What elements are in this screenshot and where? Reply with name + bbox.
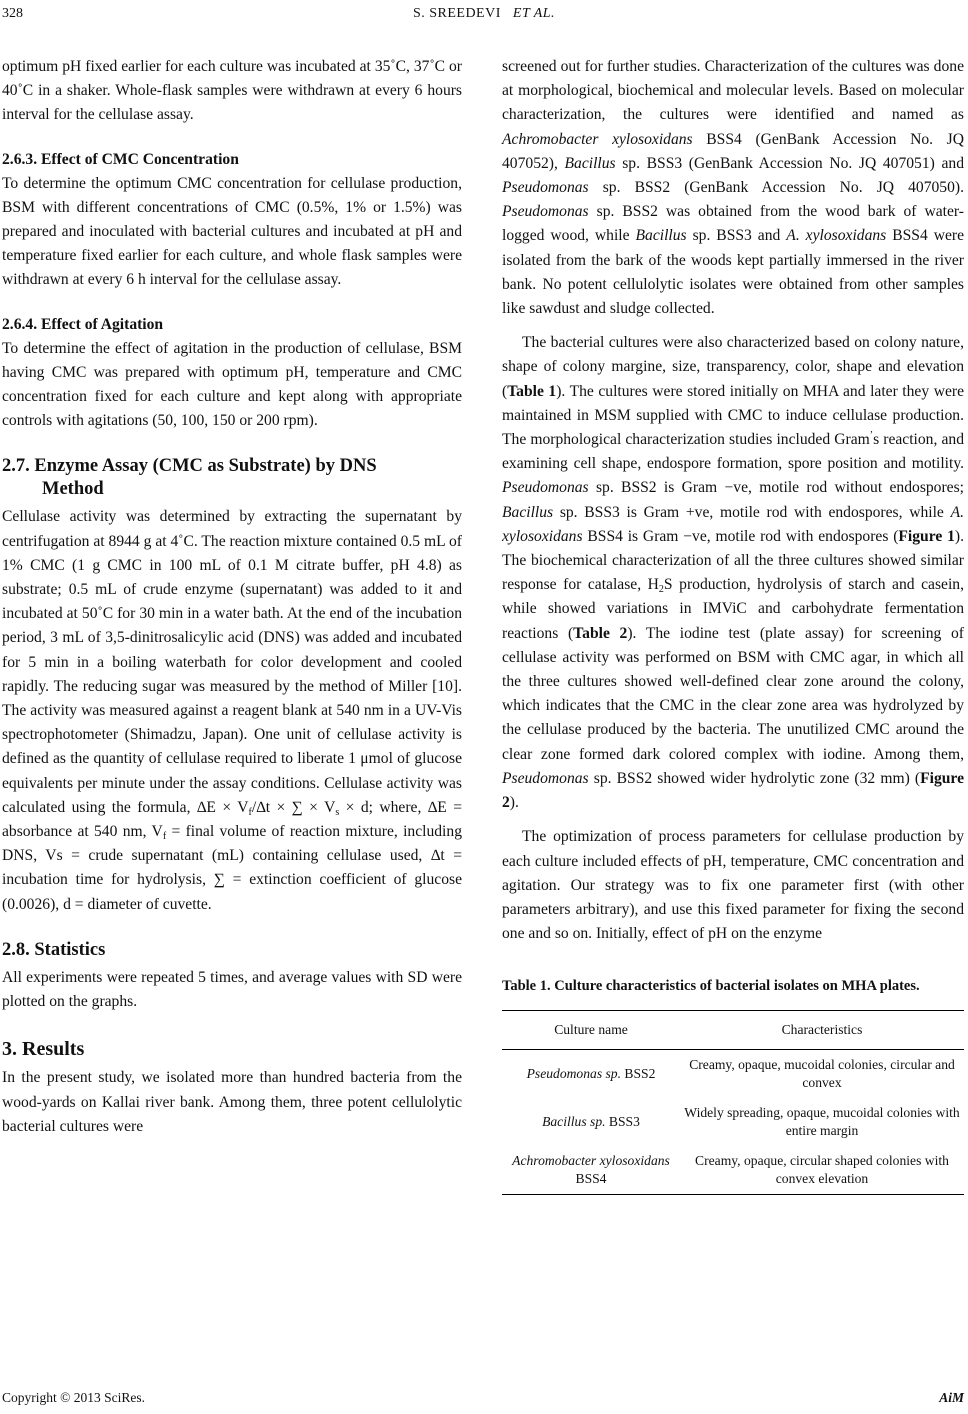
table-1-ref[interactable]: Table 1 xyxy=(507,382,557,400)
text-span: BSS4 were isolated from the bark of the woods kept partially immersed in the river bank. No potent cellulolytic isolates were obtained from other samples like sawdust and sludge collected. xyxy=(502,227,964,318)
assay-text-d: = final volume of reaction mixture, including DNS, Vs = crude supernatant (mL) containing cellulase used, ∆t = incubation time for hydrolysis, ∑ = extinction coefficient of glucose (0.0026), d = diameter of cuvette. xyxy=(2,823,462,913)
text-span: The bacterial cultures were also characterized based on colony nature, shape of colony margine, size, transparency, color, shape and elevation ( xyxy=(502,334,964,400)
text-span: ). xyxy=(509,794,519,812)
strain-id: BSS2 xyxy=(621,1066,656,1082)
text-span: ). The cultures were stored initially on MHA and later they were maintained in MSM supplied with CMC to induce cellulase production. The morphological characterization studies included Gram xyxy=(502,382,964,449)
page-footer xyxy=(0,1390,968,1410)
paragraph-2-6-3: To determine the optimum CMC concentration for cellulase production, BSM with different concentrations of CMC (0.5%, 1% or 1.5%) was prepared and inoculated with bacterial cultures and incubated at pH and temperature fixed earlier for each culture, and whole flask samples were withdrawn at every 6 h interval for the cellulase assay. xyxy=(2,174,462,289)
running-head-etal: ET AL. xyxy=(512,6,556,21)
page-number: 328 xyxy=(2,6,23,21)
culture-table xyxy=(502,1010,964,1195)
table-row xyxy=(502,1146,964,1195)
text-span: sp. BSS2 was obtained from the wood bark of water-logged wood, while xyxy=(502,203,964,245)
characteristics-cell: Widely spreading, opaque, mucoidal colonies with entire margin xyxy=(684,1105,960,1139)
species-name: Pseudomonas xyxy=(502,769,589,787)
subscript-f: f xyxy=(248,806,252,818)
species-name: Pseudomonas xyxy=(502,479,589,497)
species-name: Pseudomonas xyxy=(502,179,589,197)
text-span: s reaction, and examining cell shape, endospore formation, spore position and motility. xyxy=(502,431,964,473)
table-row xyxy=(502,1098,964,1146)
text-span: sp. BSS2 showed wider hydrolytic zone (32 mm) ( xyxy=(588,769,921,787)
text-span: screened out for further studies. Characterization of the cultures was done at morphological, biochemical and molecular levels. Based on molecular characterization, the cultures were identified and named as xyxy=(502,58,964,124)
paragraph-2-7 xyxy=(2,505,462,916)
species-name: Bacillus sp. xyxy=(542,1114,606,1130)
characteristics-cell: Creamy, opaque, mucoidal colonies, circular and convex xyxy=(689,1057,955,1091)
running-head xyxy=(0,6,968,22)
species-name: Achromobacter xylosoxidans xyxy=(502,130,693,148)
text-span: BSS4 is Gram −ve, motile rod with endospores ( xyxy=(582,527,899,545)
heading-2-6-4: 2.6.4. Effect of Agitation xyxy=(2,315,164,333)
culture-name-cell xyxy=(502,1098,680,1146)
superscript-apostrophe: ’ xyxy=(869,429,874,441)
text-span: S production, hydrolysis of starch and casein, while showed variations in IMViC and carbohydrate fermentation reactions ( xyxy=(502,576,964,642)
running-head-authors: S. SREEDEVI xyxy=(412,6,501,21)
column-header-characteristics: Characteristics xyxy=(680,1011,964,1050)
paragraph-2-8: All experiments were repeated 5 times, and average values with SD were plotted on the graphs. xyxy=(2,968,462,1011)
heading-3-results: 3. Results xyxy=(2,1038,85,1061)
paragraph-2-6-4: To determine the effect of agitation in the production of cellulase, BSM having CMC was prepared with optimum pH, temperature and CMC concentration fixed for each culture and kept along with appropriate controls with agitations (50, 100, 150 or 200 rpm). xyxy=(2,339,462,430)
text-span: BSS4 (GenBank Accession No. JQ 407052), xyxy=(502,130,964,172)
paragraph-characterization xyxy=(502,55,964,321)
heading-2-8: 2.8. Statistics xyxy=(2,939,106,960)
species-name: Pseudomonas xyxy=(502,203,589,221)
heading-2-7-line2: Method xyxy=(42,479,104,500)
heading-2-6-3: 2.6.3. Effect of CMC Concentration xyxy=(2,150,239,168)
journal-abbreviation: AiM xyxy=(939,1390,964,1405)
species-name: Pseudomonas sp. xyxy=(526,1066,621,1082)
culture-name-cell xyxy=(502,1146,680,1195)
figure-2-ref[interactable]: Figure 2 xyxy=(502,769,964,812)
text-span: ). The biochemical characterization of all the three cultures showed similar response for catalase, H xyxy=(502,527,964,594)
paragraph-intro: optimum pH fixed earlier for each culture was incubated at 35˚C, 37˚C or 40˚C in a shaker. Whole-flask samples were withdrawn at every 6 hours interval for the cellulase assay. xyxy=(2,58,462,124)
paragraph-results: In the present study, we isolated more than hundred bacteria from the wood-yards on Kallai river bank. Among them, three potent cellulolytic bacterial cultures were xyxy=(2,1069,462,1135)
assay-text-a: Cellulase activity was determined by extracting the supernatant by centrifugation at 8944 g at 4˚C. The reaction mixture contained 0.5 mL of 1% CMC (1 g CMC in 100 mL of 0.1 M citrate buffer, pH 4.8) as substrate; 0.5 mL of crude enzyme (supernatant) was added to it and incubated at 50˚C for 30 min in a water bath. At the end of the incubation period, 3 mL of 3,5-dinitrosalicylic acid (DNS) was added and incubated for 5 min in a boiling waterbath for color development and cooled rapidly. The reducing sugar was measured by the method of Miller [10]. The activity was measured against a reagent blank at 540 nm in a UV-Vis spectrophotometer (Shimadzu, Japan). One unit of cellulase activity is defined as the quantity of cellulase required to liberate 1 μmol of glucose equivalents per minute under the assay conditions. Cellulase activity was calculated using the formula, ∆E × V xyxy=(2,508,462,816)
culture-name-cell xyxy=(502,1050,680,1099)
text-span: sp. BSS2 (GenBank Accession No. JQ 407050). xyxy=(588,179,964,197)
species-name: Bacillus xyxy=(502,503,554,521)
left-column xyxy=(2,55,462,1139)
text-span: sp. BSS3 (GenBank Accession No. JQ 407051) and xyxy=(615,154,964,172)
species-name: Achromobacter xylosoxidans xyxy=(512,1153,670,1169)
text-span: sp. BSS2 is Gram −ve, motile rod without endospores; xyxy=(588,479,964,497)
subscript-s: s xyxy=(335,806,340,818)
heading-2-7 xyxy=(2,455,462,501)
right-column xyxy=(502,55,964,1195)
heading-2-7-line1: 2.7. Enzyme Assay (CMC as Substrate) by DNS xyxy=(2,456,377,477)
strain-id: BSS3 xyxy=(605,1114,640,1130)
text-span: ). The iodine test (plate assay) for screening of cellulase activity was performed on BSM with CMC agar, in which all the three cultures showed well-defined clear zone around the colony, which indicates that the CMC in the clear zone area was hydrolyzed by the cellulase produced by the bacteria. The unutilized CMC around the clear zone formed dark colored complex with iodine. Among them, xyxy=(502,624,964,763)
species-name: Bacillus xyxy=(635,227,687,245)
characteristics-cell: Creamy, opaque, circular shaped colonies with convex elevation xyxy=(680,1146,964,1195)
page-header xyxy=(0,0,968,30)
table-1-caption: Table 1. Culture characteristics of bacterial isolates on MHA plates. xyxy=(502,978,920,995)
figure-1-ref[interactable]: Figure 1 xyxy=(898,527,955,545)
table-2-ref[interactable]: Table 2 xyxy=(573,624,628,642)
table-header-row xyxy=(502,1011,964,1050)
paragraph-morphology xyxy=(502,331,964,815)
copyright-notice: Copyright © 2013 SciRes. xyxy=(2,1390,146,1405)
subscript-f2: f xyxy=(162,831,167,843)
table-row xyxy=(502,1050,964,1099)
species-name: A. xylosoxidans xyxy=(786,227,887,245)
column-header-culture-name: Culture name xyxy=(502,1011,680,1050)
subscript-2: 2 xyxy=(658,584,664,596)
species-name: Bacillus xyxy=(564,154,616,172)
assay-text-b: /∆t × ∑ × V xyxy=(251,798,336,816)
strain-id: BSS4 xyxy=(575,1171,607,1187)
assay-text-c: × d; where, ∆E = absorbance at 540 nm, V xyxy=(2,798,463,841)
paragraph-optimization: The optimization of process parameters for cellulase production by each culture included effects of pH, temperature, CMC concentration and agitation. Our strategy was to fix one parameter first (with other parameters arbitrary), and use this fixed parameter for fixing the second one and so on. Initially, effect of pH on the enzyme xyxy=(502,828,964,943)
text-span: sp. BSS3 is Gram +ve, motile rod with endospores, while xyxy=(553,503,951,521)
text-span: sp. BSS3 and xyxy=(686,227,787,245)
species-name: A. xylosoxidans xyxy=(502,503,964,545)
